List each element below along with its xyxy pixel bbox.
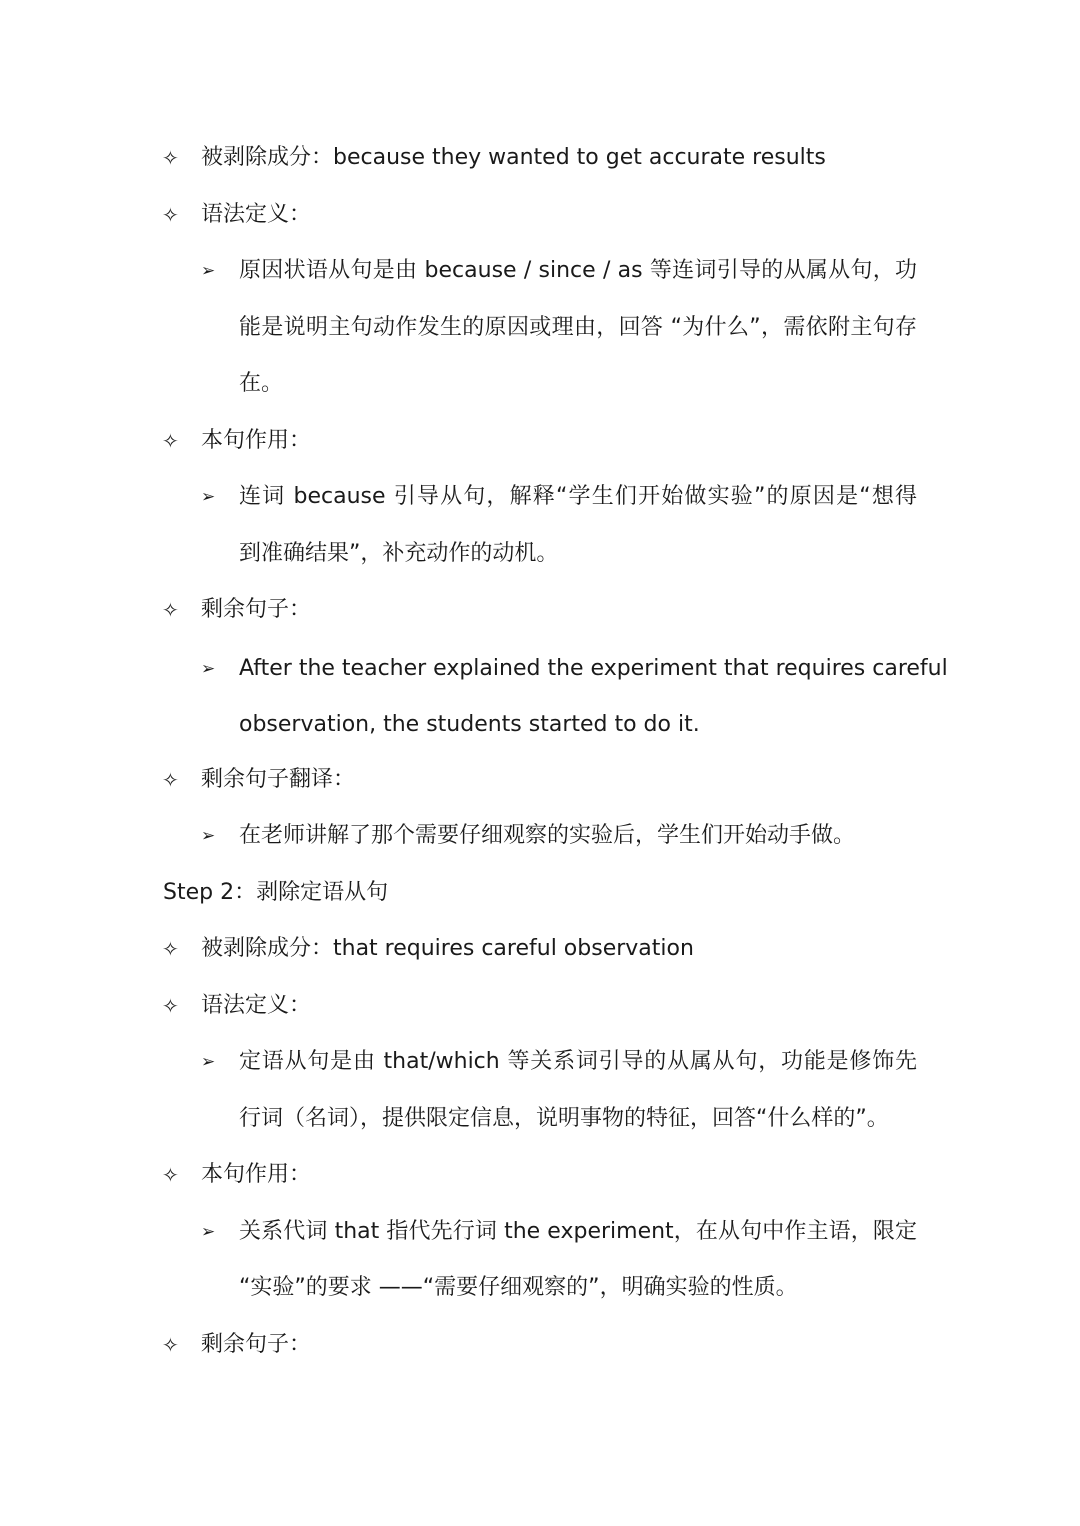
grammar-definition-line: 定语从句是由 that/which 等关系词引导的从属从句，功能是修饰先 [239,1049,917,1074]
sentence-role-label: 本句作用： [201,428,312,453]
diamond-bullet-icon: ✧ [162,429,179,453]
arrow-bullet-icon: ➢ [201,659,216,679]
removed-component: 被剥除成分：that requires careful observation [201,936,694,961]
translation-line: 在老师讲解了那个需要仔细观察的实验后，学生们开始动手做。 [239,823,856,848]
remaining-sentence-label: 剩余句子： [201,597,312,622]
diamond-bullet-icon: ✧ [162,937,179,961]
grammar-definition-label: 语法定义： [201,993,312,1018]
arrow-bullet-icon: ➢ [201,1052,216,1072]
diamond-bullet-icon: ✧ [162,203,179,227]
grammar-definition-label: 语法定义： [201,202,312,227]
sentence-role-label: 本句作用： [201,1162,312,1187]
diamond-bullet-icon: ✧ [162,146,179,170]
remaining-sentence-line: After the teacher explained the experiment that requires careful [239,656,948,681]
grammar-definition-line: 能是说明主句动作发生的原因或理由，回答 “为什么”，需依附主句存 [239,315,917,340]
sentence-role-line: 关系代词 that 指代先行词 the experiment，在从句中作主语，限定 [239,1219,917,1244]
diamond-bullet-icon: ✧ [162,598,179,622]
remaining-sentence-line: observation, the students started to do it. [239,712,700,737]
diamond-bullet-icon: ✧ [162,1333,179,1357]
grammar-definition-line: 行词（名词），提供限定信息，说明事物的特征，回答“什么样的”。 [239,1106,889,1131]
sentence-role-line: 连词 because 引导从句，解释“学生们开始做实验”的原因是“想得 [239,484,917,509]
grammar-definition-line: 原因状语从句是由 because / since / as 等连词引导的从属从句，功 [239,258,917,283]
arrow-bullet-icon: ➢ [201,487,216,507]
remaining-sentence-label: 剩余句子： [201,1332,312,1357]
arrow-bullet-icon: ➢ [201,826,216,846]
diamond-bullet-icon: ✧ [162,1163,179,1187]
diamond-bullet-icon: ✧ [162,768,179,792]
arrow-bullet-icon: ➢ [201,1222,216,1242]
sentence-role-line: “实验”的要求 ——“需要仔细观察的”，明确实验的性质。 [239,1275,798,1300]
translation-label: 剩余句子翻译： [201,767,356,792]
arrow-bullet-icon: ➢ [201,261,216,281]
grammar-definition-line: 在。 [239,371,284,396]
diamond-bullet-icon: ✧ [162,994,179,1018]
step-heading: Step 2：剥除定语从句 [163,880,389,905]
removed-component: 被剥除成分：because they wanted to get accurate results [201,145,826,170]
sentence-role-line: 到准确结果”，补充动作的动机。 [239,541,559,566]
